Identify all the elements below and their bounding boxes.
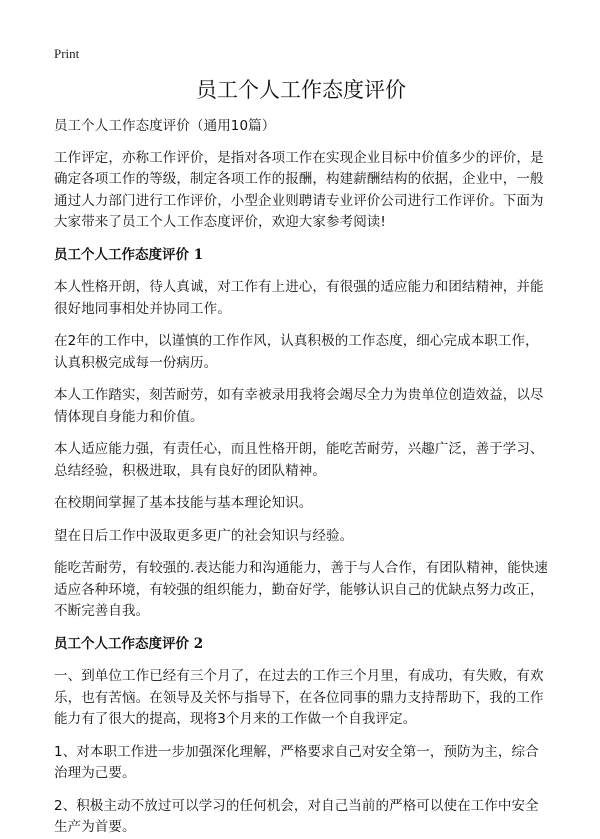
section-1-paragraph: 望在日后工作中汲取更多更广的社会知识与经验。 <box>54 527 354 544</box>
document-title: 员工个人工作态度评价 <box>196 78 406 102</box>
section-1-paragraph: 能吃苦耐劳，有较强的.表达能力和沟通能力，善于与人合作，有团队精神，能快速适应各种环境，有较强的组织能力，勤奋好学，能够认识自己的优缺点努力改正，不断完善自我。 <box>54 560 548 619</box>
section-2-paragraph: 一、到单位工作已经有三个月了，在过去的工作三个月里，有成功，有失败，有欢乐，也有苦恼。在领导及关怀与指导下，在各位同事的鼎力支持帮助下，我的工作能力有了很大的提高，现将3个月来的工作做一个自我评定。 <box>54 668 544 727</box>
document-subtitle: 员工个人工作态度评价（通用10篇） <box>54 118 276 134</box>
section-1-paragraph: 在校期间掌握了基本技能与基本理论知识。 <box>54 495 313 511</box>
print-link[interactable]: Print <box>54 46 80 61</box>
section-1-heading: 员工个人工作态度评价 1 <box>54 246 204 263</box>
section-1-paragraph: 本人性格开朗，待人真诚，对工作有上进心，有很强的适应能力和团结精神，并能很好地同事相处并协同工作。 <box>54 279 544 317</box>
section-1-paragraph: 在2年的工作中，以谨慎的工作作风，认真积极的工作态度，细心完成本职工作，认真积极完成每一份病历。 <box>54 333 539 371</box>
section-1-paragraph: 本人适应能力强，有责任心，而且性格开朗，能吃苦耐劳，兴趣广泛，善于学习、总结经验，积极进取，具有良好的团队精神。 <box>54 441 544 479</box>
section-1-paragraph: 本人工作踏实，刻苦耐劳，如有幸被录用我将会竭尽全力为贵单位创造效益，以尽情体现自身能力和价值。 <box>54 387 544 425</box>
section-2-paragraph: 2、积极主动不放过可以学习的任何机会，对自己当前的严格可以使在工作中安全生产为首要。 <box>54 797 539 835</box>
intro-paragraph: 工作评定，亦称工作评价，是指对各项工作在实现企业目标中价值多少的评价，是确定各项工作的等级，制定各项工作的报酬，构建薪酬结构的依据，企业中，一般通过人力部门进行工作评价，小型企业则聘请专业评价公司进行工作评价。下面为大家带来了员工个人工作态度评价，欢迎大家参考阅读! <box>54 149 544 230</box>
section-2-paragraph: 1、对本职工作进一步加强深化理解，严格要求自己对安全第一，预防为主，综合治理为己要。 <box>54 743 539 781</box>
section-2-heading: 员工个人工作态度评价 2 <box>54 635 204 652</box>
